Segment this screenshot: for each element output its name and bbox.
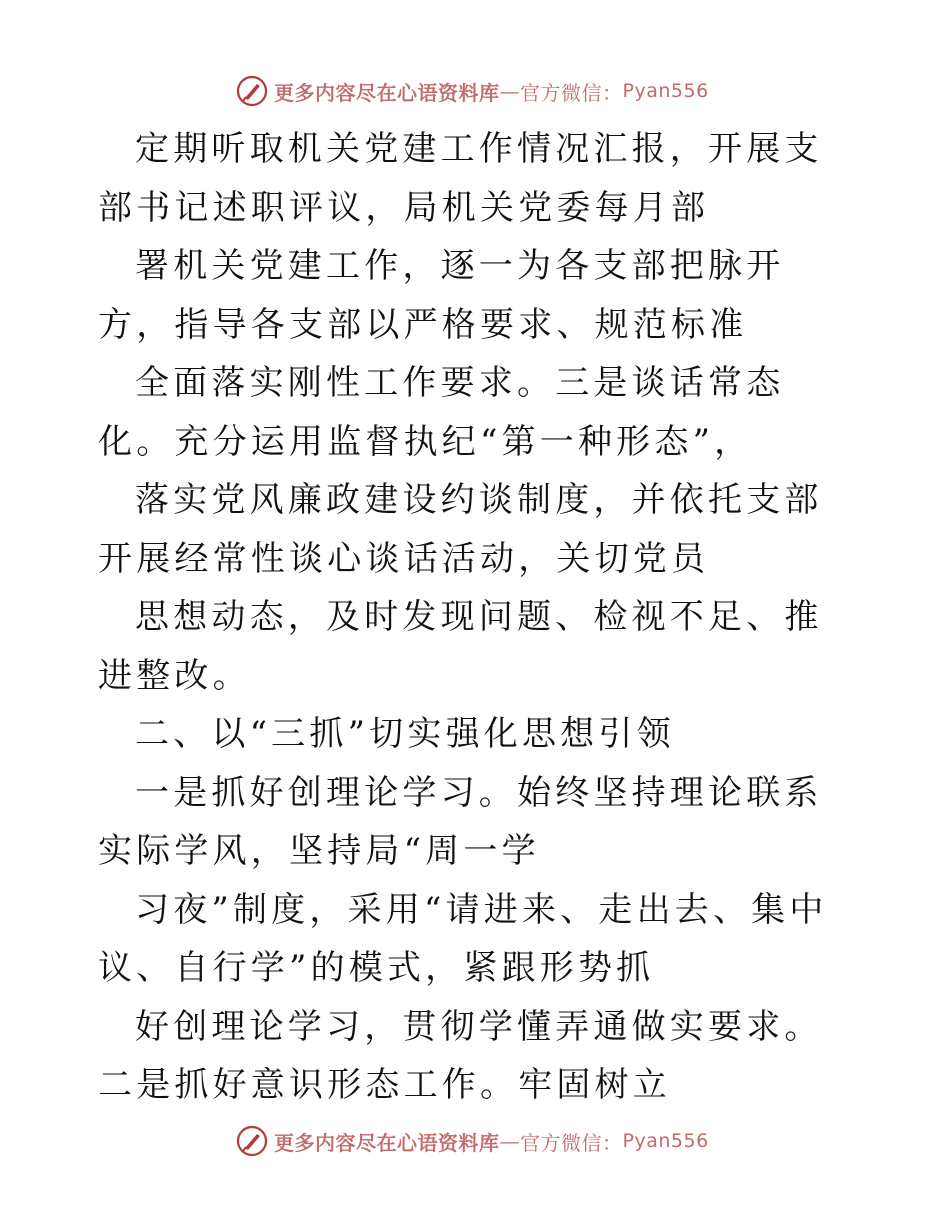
watermark-official-label: 官方微信： [520, 80, 623, 105]
paragraph: 思想动态，及时发现问题、检视不足、推进整改。 [98, 597, 823, 696]
paragraph: 全面落实刚性工作要求。三是谈话常态化。充分运用监督执纪“第一种形态”， [98, 363, 785, 462]
watermark-separator: — [499, 1129, 520, 1153]
watermark-main-text: 更多内容尽在心语资料库 [274, 80, 500, 105]
watermark-main-text: 更多内容尽在心语资料库 [274, 1130, 500, 1155]
quill-circle-logo-icon [236, 1125, 268, 1157]
watermark-id: Pyan556 [622, 80, 709, 102]
footer-watermark [236, 1124, 709, 1158]
watermark-separator: — [499, 79, 520, 103]
document-body [98, 120, 858, 1115]
watermark-official-label: 官方微信： [520, 1130, 623, 1155]
watermark-id: Pyan556 [622, 1130, 709, 1152]
section-heading: 二、以“三抓”切实强化思想引领 [135, 714, 675, 754]
paragraph: 习夜”制度，采用“请进来、走出去、集中议、自行学”的模式，紧跟形势抓 [98, 889, 828, 988]
paragraph: 定期听取机关党建工作情况汇报，开展支部书记述职评议，局机关党委每月部 [98, 129, 823, 228]
paragraph: 好创理论学习，贯彻学懂弄通做实要求。二是抓好意识形态工作。牢固树立 [98, 1006, 823, 1105]
paragraph: 一是抓好创理论学习。始终坚持理论联系实际学风，坚持局“周一学 [98, 772, 823, 871]
header-watermark [236, 74, 709, 108]
paragraph: 落实党风廉政建设约谈制度，并依托支部开展经常性谈心谈话活动，关切党员 [98, 480, 823, 579]
quill-circle-logo-icon [236, 75, 268, 107]
paragraph: 署机关党建工作，逐一为各支部把脉开方，指导各支部以严格要求、规范标准 [98, 246, 785, 345]
